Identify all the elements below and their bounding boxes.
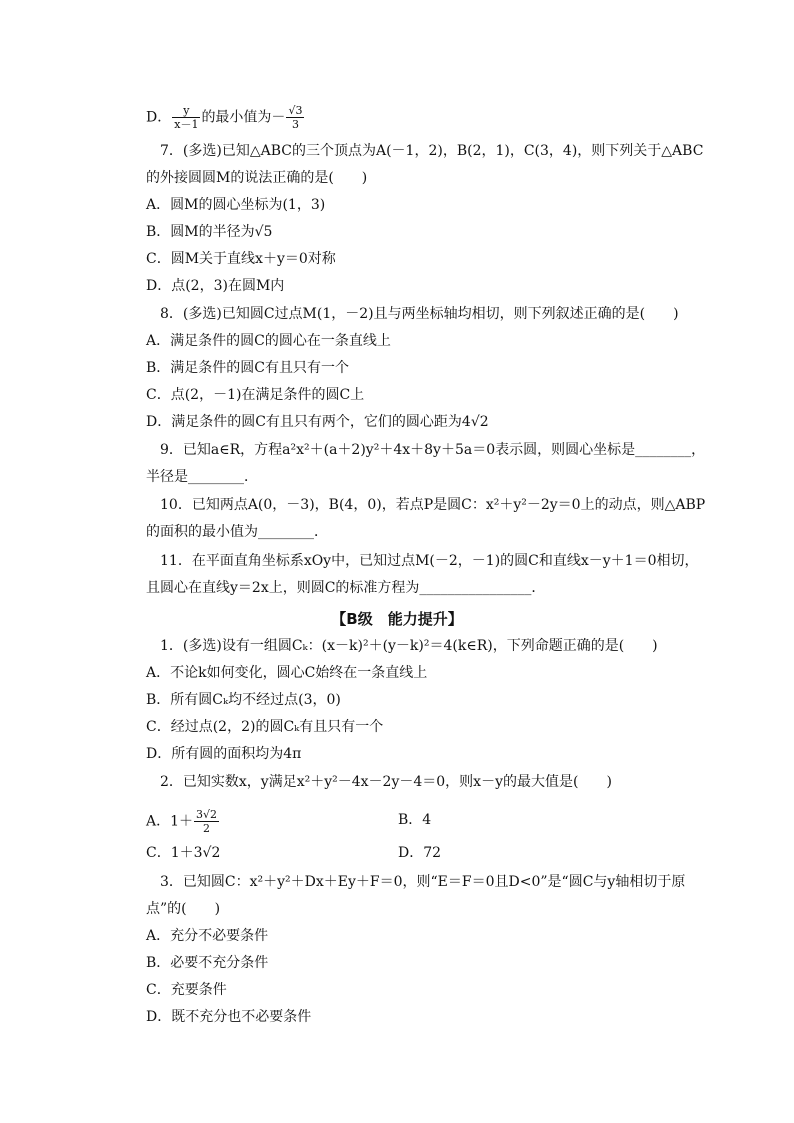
section-b-title: 【B级 能力提升】: [331, 610, 463, 628]
question-b1-option-c: C．经过点(2，2)的圆Cₖ有且只有一个: [146, 719, 384, 735]
question-8-option-a: A．满足条件的圆C的圆心在一条直线上: [146, 333, 391, 349]
question-11-stem-line-2: 且圆心在直线y＝2x上，则圆C的标准方程为________________．: [146, 580, 546, 596]
question-9-stem-line-2: 半径是________．: [146, 469, 258, 485]
option-label: D．: [146, 109, 172, 126]
question-7-stem-line-1: 7．(多选)已知△ABC的三个顶点为A(－1，2)，B(2，1)，C(3，4)，则下列关于△ABC: [160, 143, 704, 159]
option-a-prefix: A．1＋: [146, 813, 194, 830]
question-b3-stem-line-1: 3．已知圆C：x²＋y²＋Dx＋Ey＋F＝0，则“E＝F＝0且D<0”是“圆C与y轴相切于原: [160, 874, 686, 890]
question-b1-option-d: D．所有圆的面积均为4π: [146, 746, 302, 762]
question-7-option-d: D．点(2，3)在圆M内: [146, 278, 285, 294]
question-b1-option-a: A．不论k如何变化，圆心C始终在一条直线上: [146, 665, 428, 681]
fraction-y-over-x-minus-1: $\frac{y}{x-1}$: [174, 104, 199, 131]
question-8-option-c: C．点(2，－1)在满足条件的圆C上: [146, 387, 365, 403]
question-b3-option-a: A．充分不必要条件: [146, 928, 269, 944]
question-b2-option-b: B．4: [398, 812, 432, 828]
question-b2-option-c: C．1＋3√2: [146, 845, 221, 861]
question-b2-option-a: [146, 808, 220, 835]
question-10-stem-line-1: 10．已知两点A(0，－3)，B(4，0)，若点P是圆C：x²＋y²－2y＝0上的动点，则△ABP: [160, 497, 706, 513]
question-b3-option-d: D．既不充分也不必要条件: [146, 1009, 312, 1025]
question-9-stem-line-1: 9．已知a∈R，方程a²x²＋(a＋2)y²＋4x＋8y＋5a＝0表示圆，则圆心坐标是________，: [160, 442, 706, 458]
question-b2-stem: 2．已知实数x，y满足x²＋y²－4x－2y－4＝0，则x－y的最大值是( ): [160, 774, 612, 790]
option-d-top: [146, 104, 305, 131]
question-b3-stem-line-2: 点”的( ): [146, 901, 221, 917]
question-7-option-b: B．圆M的半径为√5: [146, 224, 273, 240]
question-b1-stem: 1．(多选)设有一组圆Cₖ：(x－k)²＋(y－k)²＝4(k∈R)，下列命题正确的是( ): [160, 638, 658, 654]
question-8-option-d: D．满足条件的圆C有且只有两个，它们的圆心距为4√2: [146, 414, 489, 430]
question-8-stem: 8．(多选)已知圆C过点M(1，－2)且与两坐标轴均相切，则下列叙述正确的是( ): [160, 306, 679, 322]
question-7-option-c: C．圆M关于直线x＋y＝0对称: [146, 251, 336, 267]
question-b3-option-c: C．充要条件: [146, 982, 227, 998]
fraction-root3-over-3: $\frac{√3}{3}$: [288, 104, 303, 131]
question-8-option-b: B．满足条件的圆C有且只有一个: [146, 360, 349, 376]
question-7-option-a: A．圆M的圆心坐标为(1，3): [146, 197, 326, 213]
option-text: 的最小值为－: [201, 109, 286, 126]
fraction-3root2-over-2: $\frac{3√2}{2}$: [196, 808, 218, 835]
question-7-stem-line-2: 的外接圆圆M的说法正确的是( ): [146, 170, 368, 186]
question-b3-option-b: B．必要不充分条件: [146, 955, 269, 971]
question-b1-option-b: B．所有圆Cₖ均不经过点(3，0): [146, 692, 341, 708]
question-11-stem-line-1: 11．在平面直角坐标系xOy中，已知过点M(－2，－1)的圆C和直线x－y＋1＝0相切，: [160, 553, 699, 569]
question-10-stem-line-2: 的面积的最小值为________．: [146, 524, 328, 540]
question-b2-option-d: D．72: [398, 845, 442, 861]
